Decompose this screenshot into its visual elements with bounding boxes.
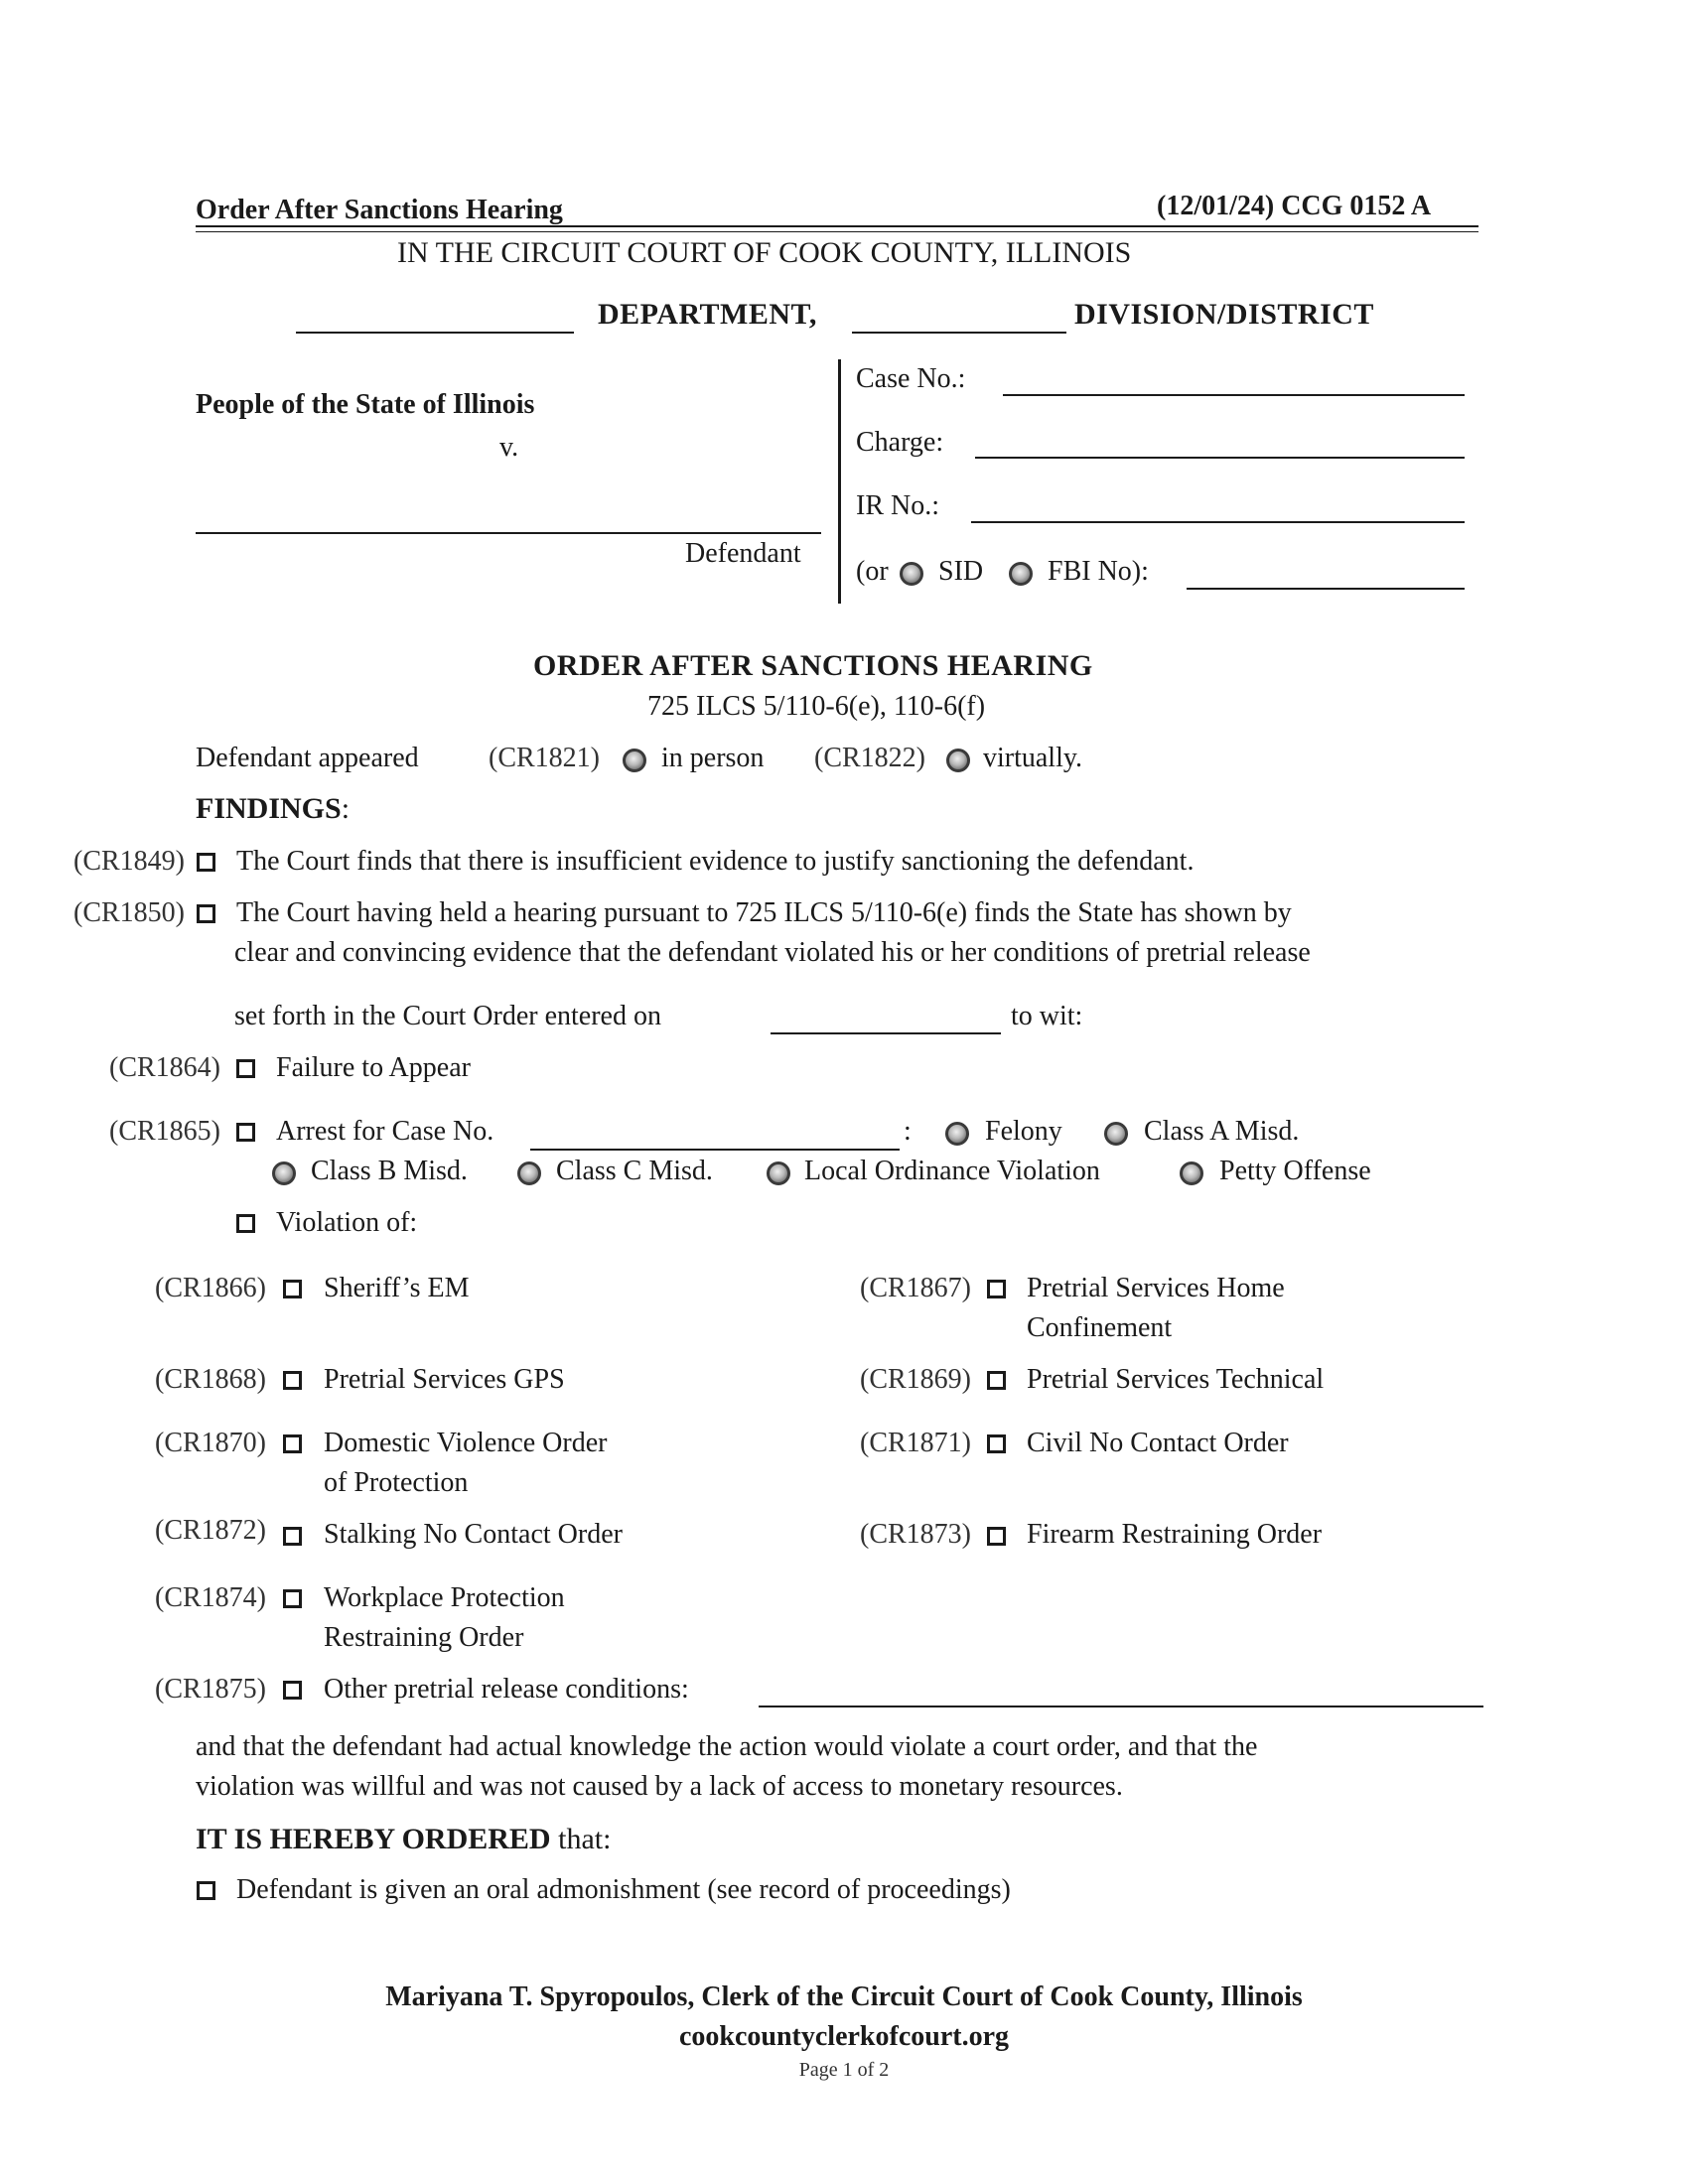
arrest-case-no-field[interactable] [530, 1149, 900, 1151]
other-conditions-checkbox[interactable] [283, 1681, 302, 1700]
division-label: DIVISION/DISTRICT [1074, 298, 1374, 331]
arrest-colon: : [904, 1116, 912, 1147]
violation-of-label: Violation of: [276, 1207, 418, 1238]
code-cr1865: (CR1865) [109, 1116, 220, 1147]
header-rule-bottom [196, 231, 1478, 232]
home-confinement-label-1: Pretrial Services Home [1027, 1273, 1285, 1303]
ordered-heading [196, 1823, 611, 1856]
court-title: IN THE CIRCUIT COURT OF COOK COUNTY, ILLINOIS [397, 236, 1132, 269]
in-person-radio[interactable] [623, 749, 646, 772]
code-cr1866: (CR1866) [155, 1273, 266, 1303]
civil-no-contact-checkbox[interactable] [987, 1434, 1006, 1453]
virtually-radio[interactable] [946, 749, 970, 772]
failure-to-appear-checkbox[interactable] [236, 1059, 255, 1078]
violation-of-checkbox[interactable] [236, 1214, 255, 1233]
order-date-field[interactable] [771, 1032, 1001, 1034]
domestic-violence-checkbox[interactable] [283, 1434, 302, 1453]
appeared-label: Defendant appeared [196, 743, 419, 773]
finding-violation-text-2: clear and convincing evidence that the defendant violated his or her conditions of pretrial release [234, 937, 1311, 968]
code-cr1850: (CR1850) [73, 897, 185, 928]
local-ordinance-label: Local Ordinance Violation [804, 1156, 1100, 1186]
failure-to-appear-label: Failure to Appear [276, 1052, 471, 1083]
knowledge-line-2: violation was willful and was not caused by a lack of access to monetary resources. [196, 1771, 1123, 1802]
finding-insufficient-text: The Court finds that there is insufficient evidence to justify sanctioning the defendant. [236, 846, 1195, 877]
defendant-label: Defendant [685, 538, 801, 569]
finding-insufficient-checkbox[interactable] [197, 853, 215, 872]
code-cr1821: (CR1821) [489, 743, 600, 773]
finding-violation-text-1: The Court having held a hearing pursuant to 725 ILCS 5/110-6(e) finds the State has shown by [236, 897, 1292, 928]
code-cr1868: (CR1868) [155, 1364, 266, 1395]
firearm-checkbox[interactable] [987, 1527, 1006, 1546]
class-a-label: Class A Misd. [1144, 1116, 1300, 1147]
other-conditions-field[interactable] [759, 1706, 1483, 1707]
home-confinement-checkbox[interactable] [987, 1280, 1006, 1298]
class-c-label: Class C Misd. [556, 1156, 713, 1186]
form-title: Order After Sanctions Hearing [196, 195, 563, 225]
department-blank[interactable] [296, 332, 574, 334]
code-cr1870: (CR1870) [155, 1428, 266, 1458]
stalking-label: Stalking No Contact Order [324, 1519, 623, 1550]
arrest-checkbox[interactable] [236, 1123, 255, 1142]
felony-radio[interactable] [945, 1122, 969, 1146]
people-label: People of the State of Illinois [196, 389, 535, 420]
ordered-that: that: [558, 1823, 612, 1855]
technical-label: Pretrial Services Technical [1027, 1364, 1325, 1395]
findings-heading-colon: : [341, 792, 351, 825]
sid-fbi-field[interactable] [1187, 588, 1465, 590]
arrest-label: Arrest for Case No. [276, 1116, 494, 1147]
to-wit-label: to wit: [1011, 1001, 1083, 1031]
ordered-heading-text: IT IS HEREBY ORDERED [196, 1823, 551, 1855]
class-b-radio[interactable] [272, 1161, 296, 1185]
form-code: (12/01/24) CCG 0152 A [1157, 191, 1432, 221]
clerk-website[interactable]: cookcountyclerkofcourt.org [678, 2021, 1010, 2052]
header-rule-top [196, 225, 1478, 227]
firearm-label: Firearm Restraining Order [1027, 1519, 1323, 1550]
department-label: DEPARTMENT, [598, 298, 817, 331]
fbi-label: FBI No): [1048, 556, 1149, 587]
charge-label: Charge: [856, 427, 944, 458]
code-cr1869: (CR1869) [860, 1364, 971, 1395]
case-no-field[interactable] [1003, 394, 1465, 396]
gps-label: Pretrial Services GPS [324, 1364, 565, 1395]
findings-heading-text: FINDINGS [196, 792, 342, 825]
class-b-label: Class B Misd. [311, 1156, 468, 1186]
workplace-label-2: Restraining Order [324, 1622, 524, 1653]
petty-offense-radio[interactable] [1180, 1161, 1203, 1185]
in-person-label: in person [661, 743, 765, 773]
petty-offense-label: Petty Offense [1219, 1156, 1371, 1186]
ir-no-field[interactable] [971, 521, 1465, 523]
oral-admonishment-checkbox[interactable] [197, 1881, 215, 1900]
code-cr1849: (CR1849) [73, 846, 185, 877]
code-cr1873: (CR1873) [860, 1519, 971, 1550]
code-cr1822: (CR1822) [814, 743, 925, 773]
knowledge-line-1: and that the defendant had actual knowledge the action would violate a court order, and that the [196, 1731, 1258, 1762]
domestic-violence-label-2: of Protection [324, 1467, 469, 1498]
caption-divider [838, 359, 841, 604]
or-prefix: (or [856, 556, 889, 587]
sid-label: SID [938, 556, 984, 587]
finding-violation-text-3: set forth in the Court Order entered on [234, 1001, 661, 1031]
code-cr1874: (CR1874) [155, 1582, 266, 1613]
finding-violation-checkbox[interactable] [197, 904, 215, 923]
local-ordinance-radio[interactable] [767, 1161, 790, 1185]
fbi-radio[interactable] [1009, 562, 1033, 586]
workplace-checkbox[interactable] [283, 1589, 302, 1608]
order-title: ORDER AFTER SANCTIONS HEARING [533, 649, 1093, 682]
case-no-label: Case No.: [856, 363, 966, 394]
code-cr1867: (CR1867) [860, 1273, 971, 1303]
home-confinement-label-2: Confinement [1027, 1312, 1173, 1343]
gps-checkbox[interactable] [283, 1371, 302, 1390]
findings-heading [196, 792, 350, 826]
defendant-name-blank[interactable] [196, 532, 821, 534]
felony-label: Felony [985, 1116, 1062, 1147]
charge-field[interactable] [975, 457, 1465, 459]
technical-checkbox[interactable] [987, 1371, 1006, 1390]
other-conditions-label: Other pretrial release conditions: [324, 1674, 689, 1705]
sheriffs-em-label: Sheriff’s EM [324, 1273, 470, 1303]
versus-label: v. [499, 432, 519, 463]
clerk-name: Mariyana T. Spyropoulos, Clerk of the Circuit Court of Cook County, Illinois [385, 1981, 1303, 2012]
oral-admonishment-label: Defendant is given an oral admonishment (see record of proceedings) [236, 1874, 1011, 1905]
class-c-radio[interactable] [517, 1161, 541, 1185]
code-cr1875: (CR1875) [155, 1674, 266, 1705]
stalking-checkbox[interactable] [283, 1527, 302, 1546]
code-cr1871: (CR1871) [860, 1428, 971, 1458]
ir-no-label: IR No.: [856, 490, 939, 521]
page-number: Page 1 of 2 [798, 2059, 890, 2081]
civil-no-contact-label: Civil No Contact Order [1027, 1428, 1289, 1458]
code-cr1864: (CR1864) [109, 1052, 220, 1083]
virtually-label: virtually. [983, 743, 1083, 773]
workplace-label-1: Workplace Protection [324, 1582, 565, 1613]
code-cr1872: (CR1872) [155, 1515, 266, 1546]
statute: 725 ILCS 5/110-6(e), 110-6(f) [647, 691, 986, 722]
domestic-violence-label-1: Domestic Violence Order [324, 1428, 608, 1458]
sid-radio[interactable] [900, 562, 923, 586]
class-a-radio[interactable] [1104, 1122, 1128, 1146]
division-blank[interactable] [852, 332, 1066, 334]
sheriffs-em-checkbox[interactable] [283, 1280, 302, 1298]
